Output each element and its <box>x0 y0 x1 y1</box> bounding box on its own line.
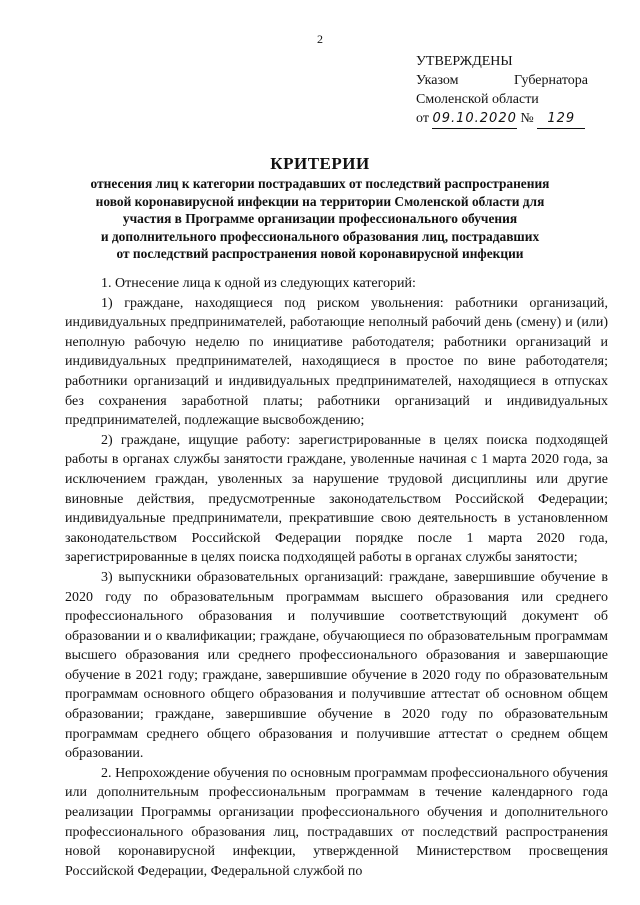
paragraph-graduates: 3) выпускники образовательных организаций: граждане, завершившие обучение в 2020 году по образовательным программам высшего образования или среднего профессионального образования и получившие соответствующий документ об образовании и о квалификации; граждане, обучающиеся по образовательным программам высшего образования или среднего профессионального образования и завершающие обучение в 2021 году; граждане, завершившие обучение в 2020 году по образовательным программам основного общего образования и получившие аттестат об основном общем образовании; граждане, завершившие обучение в 2020 году по образовательным программам среднего общего образования и получившие аттестат о среднем общем образовании. <box>65 569 608 762</box>
approval-date-line <box>416 109 596 129</box>
number-prefix: № <box>520 111 534 126</box>
date-prefix: от <box>416 111 429 126</box>
subtitle-line: новой коронавирусной инфекции на территории Смоленской области для <box>95 193 545 209</box>
paragraph-job-seekers: 2) граждане, ищущие работу: зарегистрированные в целях поиска подходящей работы в органах службы занятости граждане, уволенные начиная с 1 марта 2020 года, за исключением граждан, уволенных за нарушение трудовой дисциплины или другие виновные действия, предусмотренные законодательством Российской Федерации; индивидуальные предприниматели, прекратившие свою деятельность в установленном законодательством Российской Федерации порядке после 1 марта 2020 года, зарегистрированные в целях поиска подходящей работы в органах службы занятости; <box>65 432 608 566</box>
paragraph-categories-intro: 1. Отнесение лица к одной из следующих категорий: <box>101 276 416 291</box>
subtitle-line: отнесения лиц к категории пострадавших от последствий распространения <box>90 176 550 191</box>
approval-issuer-line <box>416 71 588 90</box>
approval-block <box>416 52 596 129</box>
subtitle-line: и дополнительного профессионального образования лиц, пострадавших <box>100 228 540 244</box>
handwritten-number: 129 <box>537 109 585 129</box>
approval-decree-word: Указом <box>416 73 459 88</box>
handwritten-date: 09.10.2020 <box>432 109 516 129</box>
subtitle-line: участия в Программе организации профессионального обучения <box>122 211 518 227</box>
page-number: 2 <box>317 32 323 46</box>
document-body <box>65 274 608 881</box>
approval-governor-word: Губернатора <box>513 73 588 88</box>
document-title: КРИТЕРИИ <box>270 154 370 173</box>
paragraph-risk-of-dismissal: 1) граждане, находящиеся под риском увольнения: работники организаций, индивидуальных предпринимателей, работающие неполный рабочий день (смену) и (или) неполную рабочую неделю по инициативе работодателя; работники организаций и индивидуальных предпринимателей, находящиеся в простое по вине работодателя; работники организаций и индивидуальных предпринимателей, находящиеся в отпусках без сохранения заработной платы; работники организаций и индивидуальных предпринимателей, подлежащие высвобождению; <box>65 295 608 429</box>
document-subtitle <box>60 175 580 263</box>
approval-heading: УТВЕРЖДЕНЫ <box>416 54 513 69</box>
subtitle-line: от последствий распространения новой коронавирусной инфекции <box>116 246 524 262</box>
paragraph-no-prior-training: 2. Непрохождение обучения по основным программам профессионального обучения или дополнительным профессиональным программам в течение календарного года реализации Программы организации профессионального обучения и дополнительного профессионального образования лиц, пострадавших от последствий распространения новой коронавирусной инфекции, утвержденной Министерством просвещения Российской Федерации, Федеральной службой по <box>65 765 608 879</box>
approval-region: Смоленской области <box>416 92 539 107</box>
